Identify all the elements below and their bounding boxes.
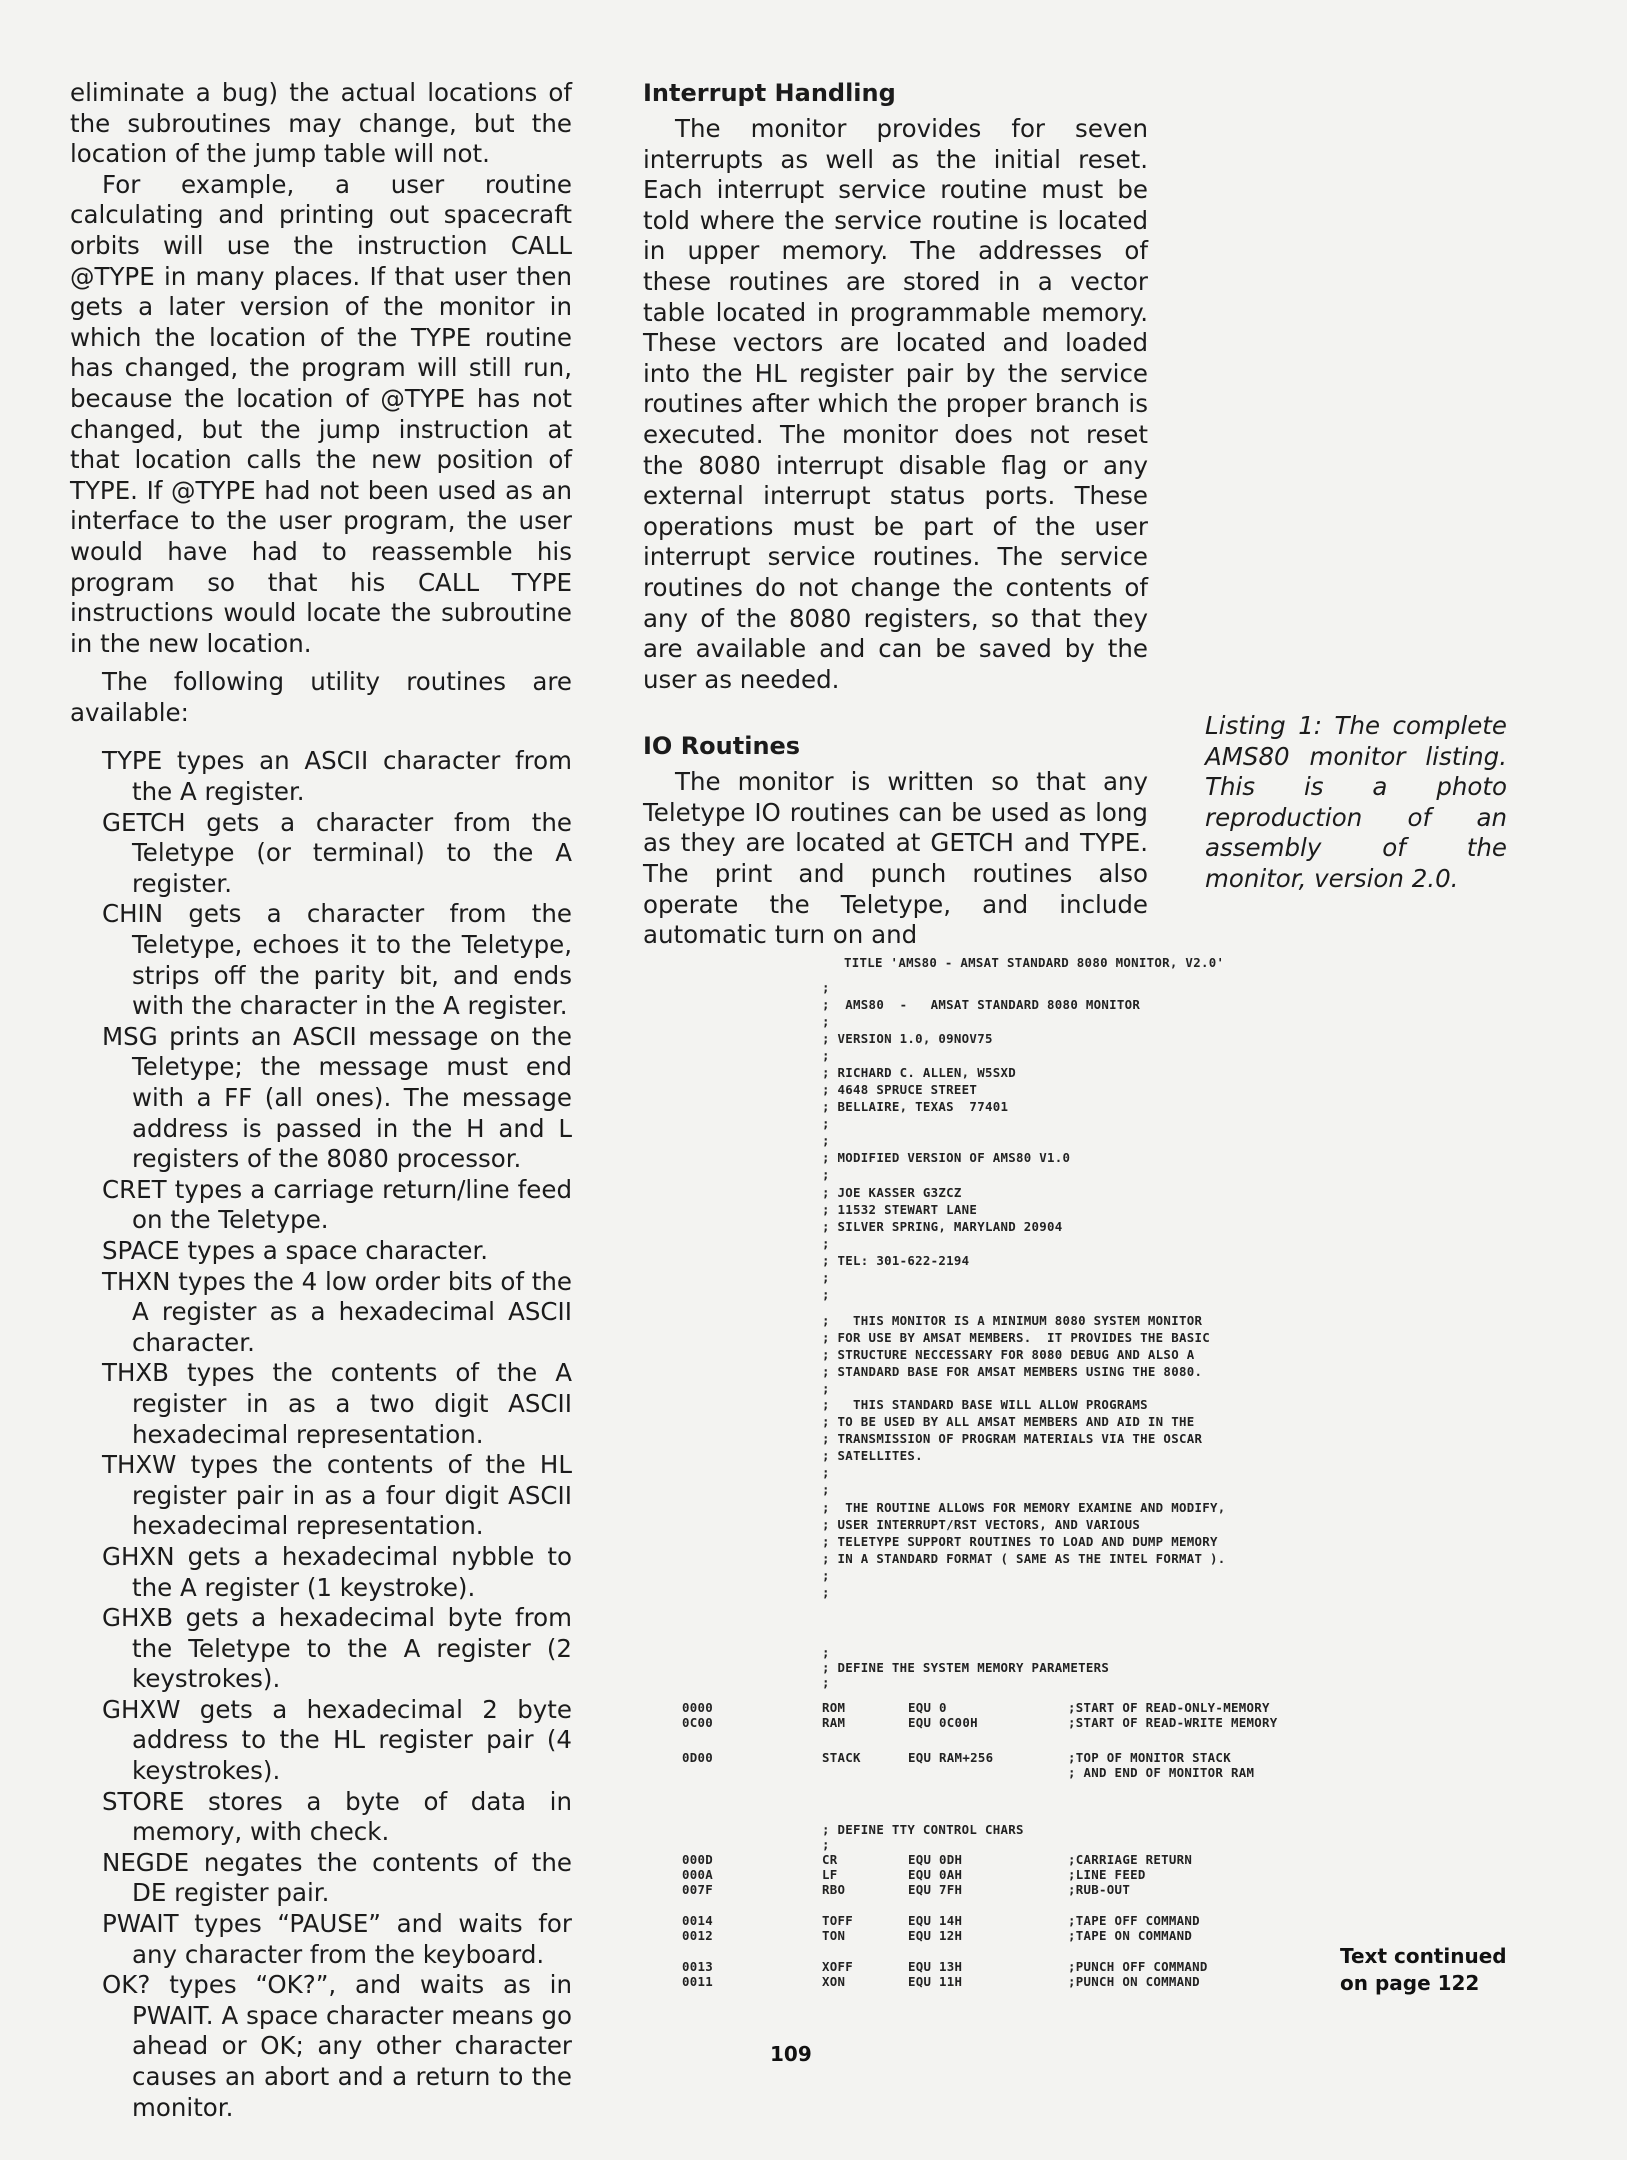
listing-row xyxy=(682,1882,1482,1898)
listing-label: XON xyxy=(822,1974,846,1989)
listing-line: ; xyxy=(822,1287,830,1302)
listing-line: ; DEFINE TTY CONTROL CHARS xyxy=(822,1822,1024,1837)
listing-label: TON xyxy=(822,1928,846,1943)
listing-row xyxy=(682,1852,1482,1868)
paragraph: The monitor is written so that any Teletype IO routines can be used as long as they are located at GETCH and TYPE. The print and punch routines also operate the Teletype, and include automatic turn on and xyxy=(643,767,1148,950)
listing-line: ; xyxy=(822,1048,830,1063)
list-item: OK? types “OK?”, and waits as in PWAIT. A space character means go ahead or OK; any other character causes an abort and a return to the monitor. xyxy=(102,1970,572,2122)
listing-addr: 000A xyxy=(682,1867,714,1882)
listing-line: ; xyxy=(822,1675,830,1690)
listing-line: ; IN A STANDARD FORMAT ( SAME AS THE INTEL FORMAT ). xyxy=(822,1551,1226,1566)
listing-op: EQU 0C00H xyxy=(908,1715,978,1730)
listing-op: EQU 12H xyxy=(908,1928,963,1943)
listing-addr: 0C00 xyxy=(682,1715,714,1730)
list-item: THXW types the contents of the HL register pair in as a four digit ASCII hexadecimal representation. xyxy=(102,1450,572,1541)
paragraph: The following utility routines are available: xyxy=(70,667,572,727)
listing-op: EQU 0AH xyxy=(908,1867,963,1882)
listing-line: ; TO BE USED BY ALL AMSAT MEMBERS AND AID IN THE xyxy=(822,1414,1195,1429)
section-heading: Interrupt Handling xyxy=(643,79,896,107)
listing-line: ; MODIFIED VERSION OF AMS80 V1.0 xyxy=(822,1150,1071,1165)
listing-label: STACK xyxy=(822,1750,861,1765)
listing-addr: 0012 xyxy=(682,1928,714,1943)
listing-line: ; xyxy=(822,1585,830,1600)
listing-line: ; TELETYPE SUPPORT ROUTINES TO LOAD AND DUMP MEMORY xyxy=(822,1534,1218,1549)
listing-row xyxy=(682,1913,1482,1929)
listing-addr: 0014 xyxy=(682,1913,714,1928)
listing-line: ; xyxy=(822,1167,830,1182)
listing-comment: ;TAPE ON COMMAND xyxy=(1068,1928,1193,1943)
paragraph: For example, a user routine calculating and printing out spacecraft orbits will use the instruction CALL @TYPE in many places. If that user then gets a later version of the monitor in which the location of the TYPE routine has changed, the program will still run, because the location of @TYPE has not changed, but the jump instruction at that location calls the new position of TYPE. If @TYPE had not been used as an interface to the user program, the user would have had to reassemble his program so that his CALL TYPE instructions would locate the subroutine in the new location. xyxy=(70,169,572,658)
listing-op: EQU 7FH xyxy=(908,1882,963,1897)
list-item: THXB types the contents of the A register in as a two digit ASCII hexadecimal representation. xyxy=(102,1358,572,1449)
list-item: CHIN gets a character from the Teletype, echoes it to the Teletype, strips off the parity bit, and ends with the character in the A register. xyxy=(102,899,572,1021)
listing-line: ; TEL: 301-622-2194 xyxy=(822,1253,970,1268)
listing-line: ; JOE KASSER G3ZCZ xyxy=(822,1185,962,1200)
listing-row xyxy=(682,1765,1482,1781)
listing-line: ; STANDARD BASE FOR AMSAT MEMBERS USING THE 8080. xyxy=(822,1364,1203,1379)
listing-comment: ;LINE FEED xyxy=(1068,1867,1146,1882)
listing-op: EQU RAM+256 xyxy=(908,1750,994,1765)
listing-comment: ;TAPE OFF COMMAND xyxy=(1068,1913,1200,1928)
listing-comment: ;PUNCH ON COMMAND xyxy=(1068,1974,1200,1989)
listing-comment: ; AND END OF MONITOR RAM xyxy=(1068,1765,1255,1780)
listing-comment: ;START OF READ-ONLY-MEMORY xyxy=(1068,1700,1270,1715)
routine-list xyxy=(70,746,572,2123)
listing-comment: ;RUB-OUT xyxy=(1068,1882,1131,1897)
list-item: MSG prints an ASCII message on the Teletype; the message must end with a FF (all ones). The message address is passed in the H and L registers of the 8080 processor. xyxy=(102,1021,572,1174)
list-item: PWAIT types “PAUSE” and waits for any character from the keyboard. xyxy=(102,1909,572,1969)
listing-label: CR xyxy=(822,1852,838,1867)
listing-line: ; BELLAIRE, TEXAS 77401 xyxy=(822,1099,1009,1114)
listing-op: EQU 0DH xyxy=(908,1852,963,1867)
listing-addr: 000D xyxy=(682,1852,714,1867)
listing-line: ; xyxy=(822,1482,830,1497)
listing-label: RAM xyxy=(822,1715,846,1730)
listing-label: RBO xyxy=(822,1882,846,1897)
section-heading: IO Routines xyxy=(643,732,801,761)
listing-line: ; FOR USE BY AMSAT MEMBERS. IT PROVIDES THE BASIC xyxy=(822,1330,1210,1345)
list-item: STORE stores a byte of data in memory, with check. xyxy=(102,1786,572,1847)
listing-comment: ;TOP OF MONITOR STACK xyxy=(1068,1750,1231,1765)
middle-column xyxy=(643,78,1148,951)
list-item: GETCH gets a character from the Teletype (or terminal) to the A register. xyxy=(102,807,572,898)
listing-op: EQU 14H xyxy=(908,1913,963,1928)
listing-label: ROM xyxy=(822,1700,846,1715)
listing-line: ; AMS80 - AMSAT STANDARD 8080 MONITOR xyxy=(822,997,1141,1012)
list-item: GHXN gets a hexadecimal nybble to the A register (1 keystroke). xyxy=(102,1541,572,1602)
listing-line: ; xyxy=(822,1133,830,1148)
listing-line: ; xyxy=(822,980,830,995)
list-item: GHXB gets a hexadecimal byte from the Teletype to the A register (2 keystrokes). xyxy=(102,1603,572,1694)
listing-line: ; 11532 STEWART LANE xyxy=(822,1202,978,1217)
listing-addr: 0D00 xyxy=(682,1750,714,1765)
listing-line: ; THE ROUTINE ALLOWS FOR MEMORY EXAMINE AND MODIFY, xyxy=(822,1500,1226,1515)
listing-op: EQU 11H xyxy=(908,1974,963,1989)
listing-line: ; xyxy=(822,1381,830,1396)
listing-label: TOFF xyxy=(822,1913,854,1928)
listing-line: ; THIS MONITOR IS A MINIMUM 8080 SYSTEM MONITOR xyxy=(822,1313,1203,1328)
listing-line: ; xyxy=(822,1568,830,1583)
listing-line: ; RICHARD C. ALLEN, W5SXD xyxy=(822,1065,1016,1080)
listing-row xyxy=(682,1867,1482,1883)
list-item: GHXW gets a hexadecimal 2 byte address to the HL register pair (4 keystrokes). xyxy=(102,1694,572,1786)
list-item: SPACE types a space character. xyxy=(102,1235,489,1265)
listing-line: ; USER INTERRUPT/RST VECTORS, AND VARIOUS xyxy=(822,1517,1141,1532)
list-item: CRET types a carriage return/line feed on the Teletype. xyxy=(102,1174,572,1235)
listing-title: TITLE 'AMS80 - AMSAT STANDARD 8080 MONITOR, V2.0' xyxy=(844,955,1225,970)
listing-label: LF xyxy=(822,1867,838,1882)
listing-line: ; xyxy=(822,1116,830,1131)
listing-addr: 0011 xyxy=(682,1974,714,1989)
listing-line: ; 4648 SPRUCE STREET xyxy=(822,1082,978,1097)
listing-line: ; xyxy=(822,1465,830,1480)
listing-line: ; SATELLITES. xyxy=(822,1448,923,1463)
list-item: NEGDE negates the contents of the DE register pair. xyxy=(102,1847,572,1908)
paragraph: eliminate a bug) the actual locations of the subroutines may change, but the location of the jump table will not. xyxy=(70,78,572,169)
page-number: 109 xyxy=(770,2042,812,2066)
listing-caption: Listing 1: The complete AMS80 monitor listing. This is a photo reproduction of an assembly of the monitor, version 2.0. xyxy=(1205,711,1507,893)
continued-note: Text continued on page 122 xyxy=(1340,1944,1507,1995)
listing-addr: 007F xyxy=(682,1882,714,1897)
left-column xyxy=(70,78,572,2123)
listing-line: ; xyxy=(822,1270,830,1285)
listing-op: EQU 13H xyxy=(908,1959,963,1974)
listing-line: ; THIS STANDARD BASE WILL ALLOW PROGRAMS xyxy=(822,1397,1148,1412)
listing-line: ; xyxy=(822,1236,830,1251)
listing-line: ; SILVER SPRING, MARYLAND 20904 xyxy=(822,1219,1063,1234)
listing-line: ; xyxy=(822,1645,830,1660)
listing-addr: 0013 xyxy=(682,1959,714,1974)
list-item: TYPE types an ASCII character from the A register. xyxy=(102,746,572,807)
listing-row xyxy=(682,1750,1482,1766)
listing-label: XOFF xyxy=(822,1959,854,1974)
listing-comment: ;CARRIAGE RETURN xyxy=(1068,1852,1193,1867)
listing-comment: ;START OF READ-WRITE MEMORY xyxy=(1068,1715,1278,1730)
list-item: THXN types the 4 low order bits of the A register as a hexadecimal ASCII character. xyxy=(102,1266,572,1357)
listing-line: ; xyxy=(822,1014,830,1029)
paragraph: The monitor provides for seven interrupts as well as the initial reset. Each interrupt service routine must be told where the service routine is located in upper memory. The addresses of these routines are stored in a vector table located in programmable memory. These vectors are located and loaded into the HL register pair by the service routines after which the proper branch is executed. The monitor does not reset the 8080 interrupt disable flag or any external interrupt status ports. These operations must be part of the user interrupt service routines. The service routines do not change the contents of any of the 8080 registers, so that they are available and can be saved by the user as needed. xyxy=(643,114,1148,694)
listing-line: ; DEFINE THE SYSTEM MEMORY PARAMETERS xyxy=(822,1660,1110,1675)
listing-op: EQU 0 xyxy=(908,1700,947,1715)
listing-row xyxy=(682,1700,1482,1716)
listing-line: ; TRANSMISSION OF PROGRAM MATERIALS VIA THE OSCAR xyxy=(822,1431,1203,1446)
listing-line: ; STRUCTURE NECCESSARY FOR 8080 DEBUG AND ALSO A xyxy=(822,1347,1195,1362)
listing-line: ; VERSION 1.0, 09NOV75 xyxy=(822,1031,993,1046)
listing-line: ; xyxy=(822,1837,830,1852)
listing-row xyxy=(682,1928,1482,1944)
listing-comment: ;PUNCH OFF COMMAND xyxy=(1068,1959,1208,1974)
listing-row xyxy=(682,1715,1482,1731)
listing-addr: 0000 xyxy=(682,1700,714,1715)
